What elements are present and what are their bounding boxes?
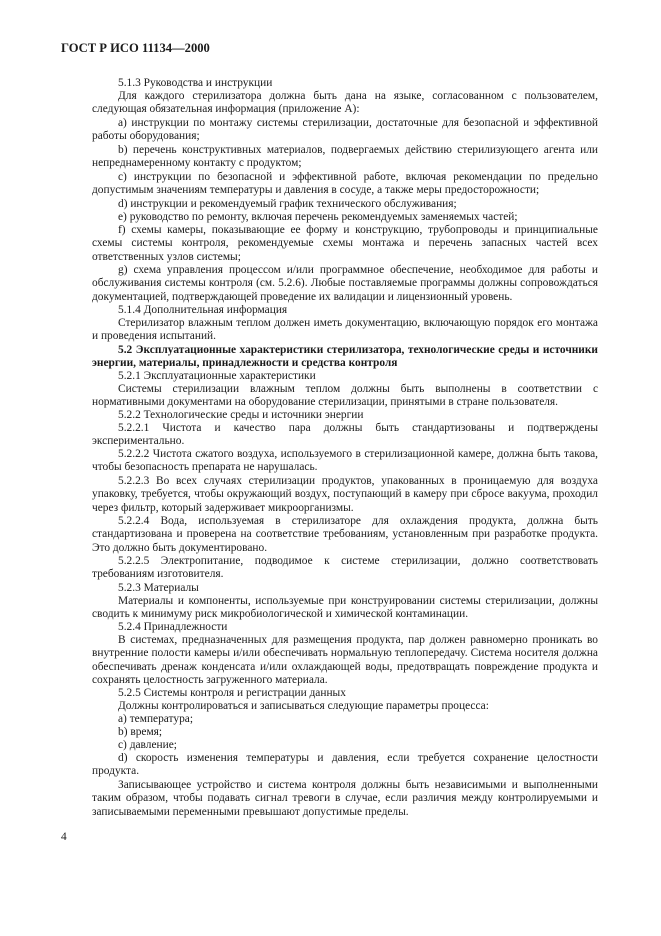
list-item: b) время; (118, 726, 163, 738)
list-item: f) схемы камеры, показывающие ее форму и конструкцию, трубопроводы и принципиальные схемы системы контроля, рекомендуемые схемы монтажа и перечень запасных частей всех ответственных узлов системы; (92, 224, 598, 263)
paragraph: Должны контролироваться и записываться следующие параметры процесса: (118, 700, 489, 712)
page-number: 4 (61, 831, 67, 843)
section-heading: 5.2.2 Технологические среды и источники энергии (118, 409, 364, 421)
paragraph: 5.2.2.3 Во всех случаях стерилизации продуктов, упакованных в проницаемую для воздуха упаковку, требуется, чтобы окружающий воздух, поступающий в камеру при сбросе вакуума, проходил через фильтр, который задерживает микроорганизмы. (92, 475, 598, 514)
list-item: d) инструкции и рекомендуемый график технического обслуживания; (118, 198, 457, 210)
list-item: с) инструкции по безопасной и эффективной работе, включая рекомендации по предельно допустимым значениям температуры и давления в сосуде, а также меры предосторожности; (92, 171, 598, 197)
list-item: g) схема управления процессом и/или программное обеспечение, необходимое для работы и обслуживания системы контроля (см. 5.2.6). Любые поставляемые программы должны сопровождаться документацией, подтверждающей проведение их валидации и лицензионный уровень. (92, 264, 598, 303)
section-heading-bold: 5.2 Эксплуатационные характеристики стерилизатора, технологические среды и источники энергии, материалы, принадлежности и средства контроля (92, 344, 598, 370)
section-heading: 5.2.5 Системы контроля и регистрации данных (118, 687, 346, 699)
paragraph: Стерилизатор влажным теплом должен иметь документацию, включающую порядок его монтажа и проведения испытаний. (92, 317, 598, 343)
list-item: с) давление; (118, 739, 177, 751)
list-item: е) руководство по ремонту, включая перечень рекомендуемых заменяемых частей; (118, 211, 518, 223)
paragraph: 5.2.2.5 Электропитание, подводимое к системе стерилизации, должно соответствовать требованиям изготовителя. (92, 555, 598, 581)
section-heading: 5.2.3 Материалы (118, 582, 199, 594)
list-item: а) инструкции по монтажу системы стерилизации, достаточные для безопасной и эффективной работы оборудования; (92, 117, 598, 143)
document-header: ГОСТ Р ИСО 11134—2000 (61, 41, 210, 55)
paragraph: Материалы и компоненты, используемые при конструировании системы стерилизации, должны сводить к минимуму риск микробиологической и химической контаминации. (92, 595, 598, 621)
section-heading: 5.2.4 Принадлежности (118, 621, 228, 633)
paragraph: Системы стерилизации влажным теплом должны быть выполнены в соответствии с нормативными документами на оборудование стерилизации, принятыми в стране пользователя. (92, 383, 598, 409)
paragraph: 5.2.2.2 Чистота сжатого воздуха, используемого в стерилизационной камере, должна быть такова, чтобы безопасность препарата не нарушалась. (92, 448, 598, 474)
section-heading: 5.1.3 Руководства и инструкции (118, 77, 273, 89)
paragraph: В системах, предназначенных для размещения продукта, пар должен равномерно проникать во внутренние полости камеры и/или обеспечивать нормальную теплопередачу. Система носителя должна обеспечивать дренаж конденсата и/или охлаждающей воды, предотвращать повреждение продукта и сохранять целостность загруженного материала. (92, 634, 598, 687)
paragraph: 5.2.2.4 Вода, используемая в стерилизаторе для охлаждения продукта, должна быть стандартизована и проверена на соответствие требованиям, установленным при разработке продукта. Это должно быть документировано. (92, 515, 598, 554)
paragraph: 5.2.2.1 Чистота и качество пара должны быть стандартизованы и подтверждены экспериментально. (92, 422, 598, 448)
section-heading: 5.1.4 Дополнительная информация (118, 304, 288, 316)
paragraph: Записывающее устройство и система контроля должны быть независимыми и выполненными таким образом, чтобы подавать сигнал тревоги в случае, если различия между контролируемыми и записываемыми переменными превышают допустимые пределы. (92, 779, 598, 818)
section-heading: 5.2.1 Эксплуатационные характеристики (118, 370, 316, 382)
paragraph: Для каждого стерилизатора должна быть дана на языке, согласованном с пользователем, следующая обязательная информация (приложение А): (92, 90, 598, 116)
list-item: b) перечень конструктивных материалов, подвергаемых действию стерилизующего агента или непреднамеренному контакту с продуктом; (92, 144, 598, 170)
list-item: а) температура; (118, 713, 193, 725)
list-item: d) скорость изменения температуры и давления, если требуется сохранение целостности продукта. (92, 752, 598, 778)
